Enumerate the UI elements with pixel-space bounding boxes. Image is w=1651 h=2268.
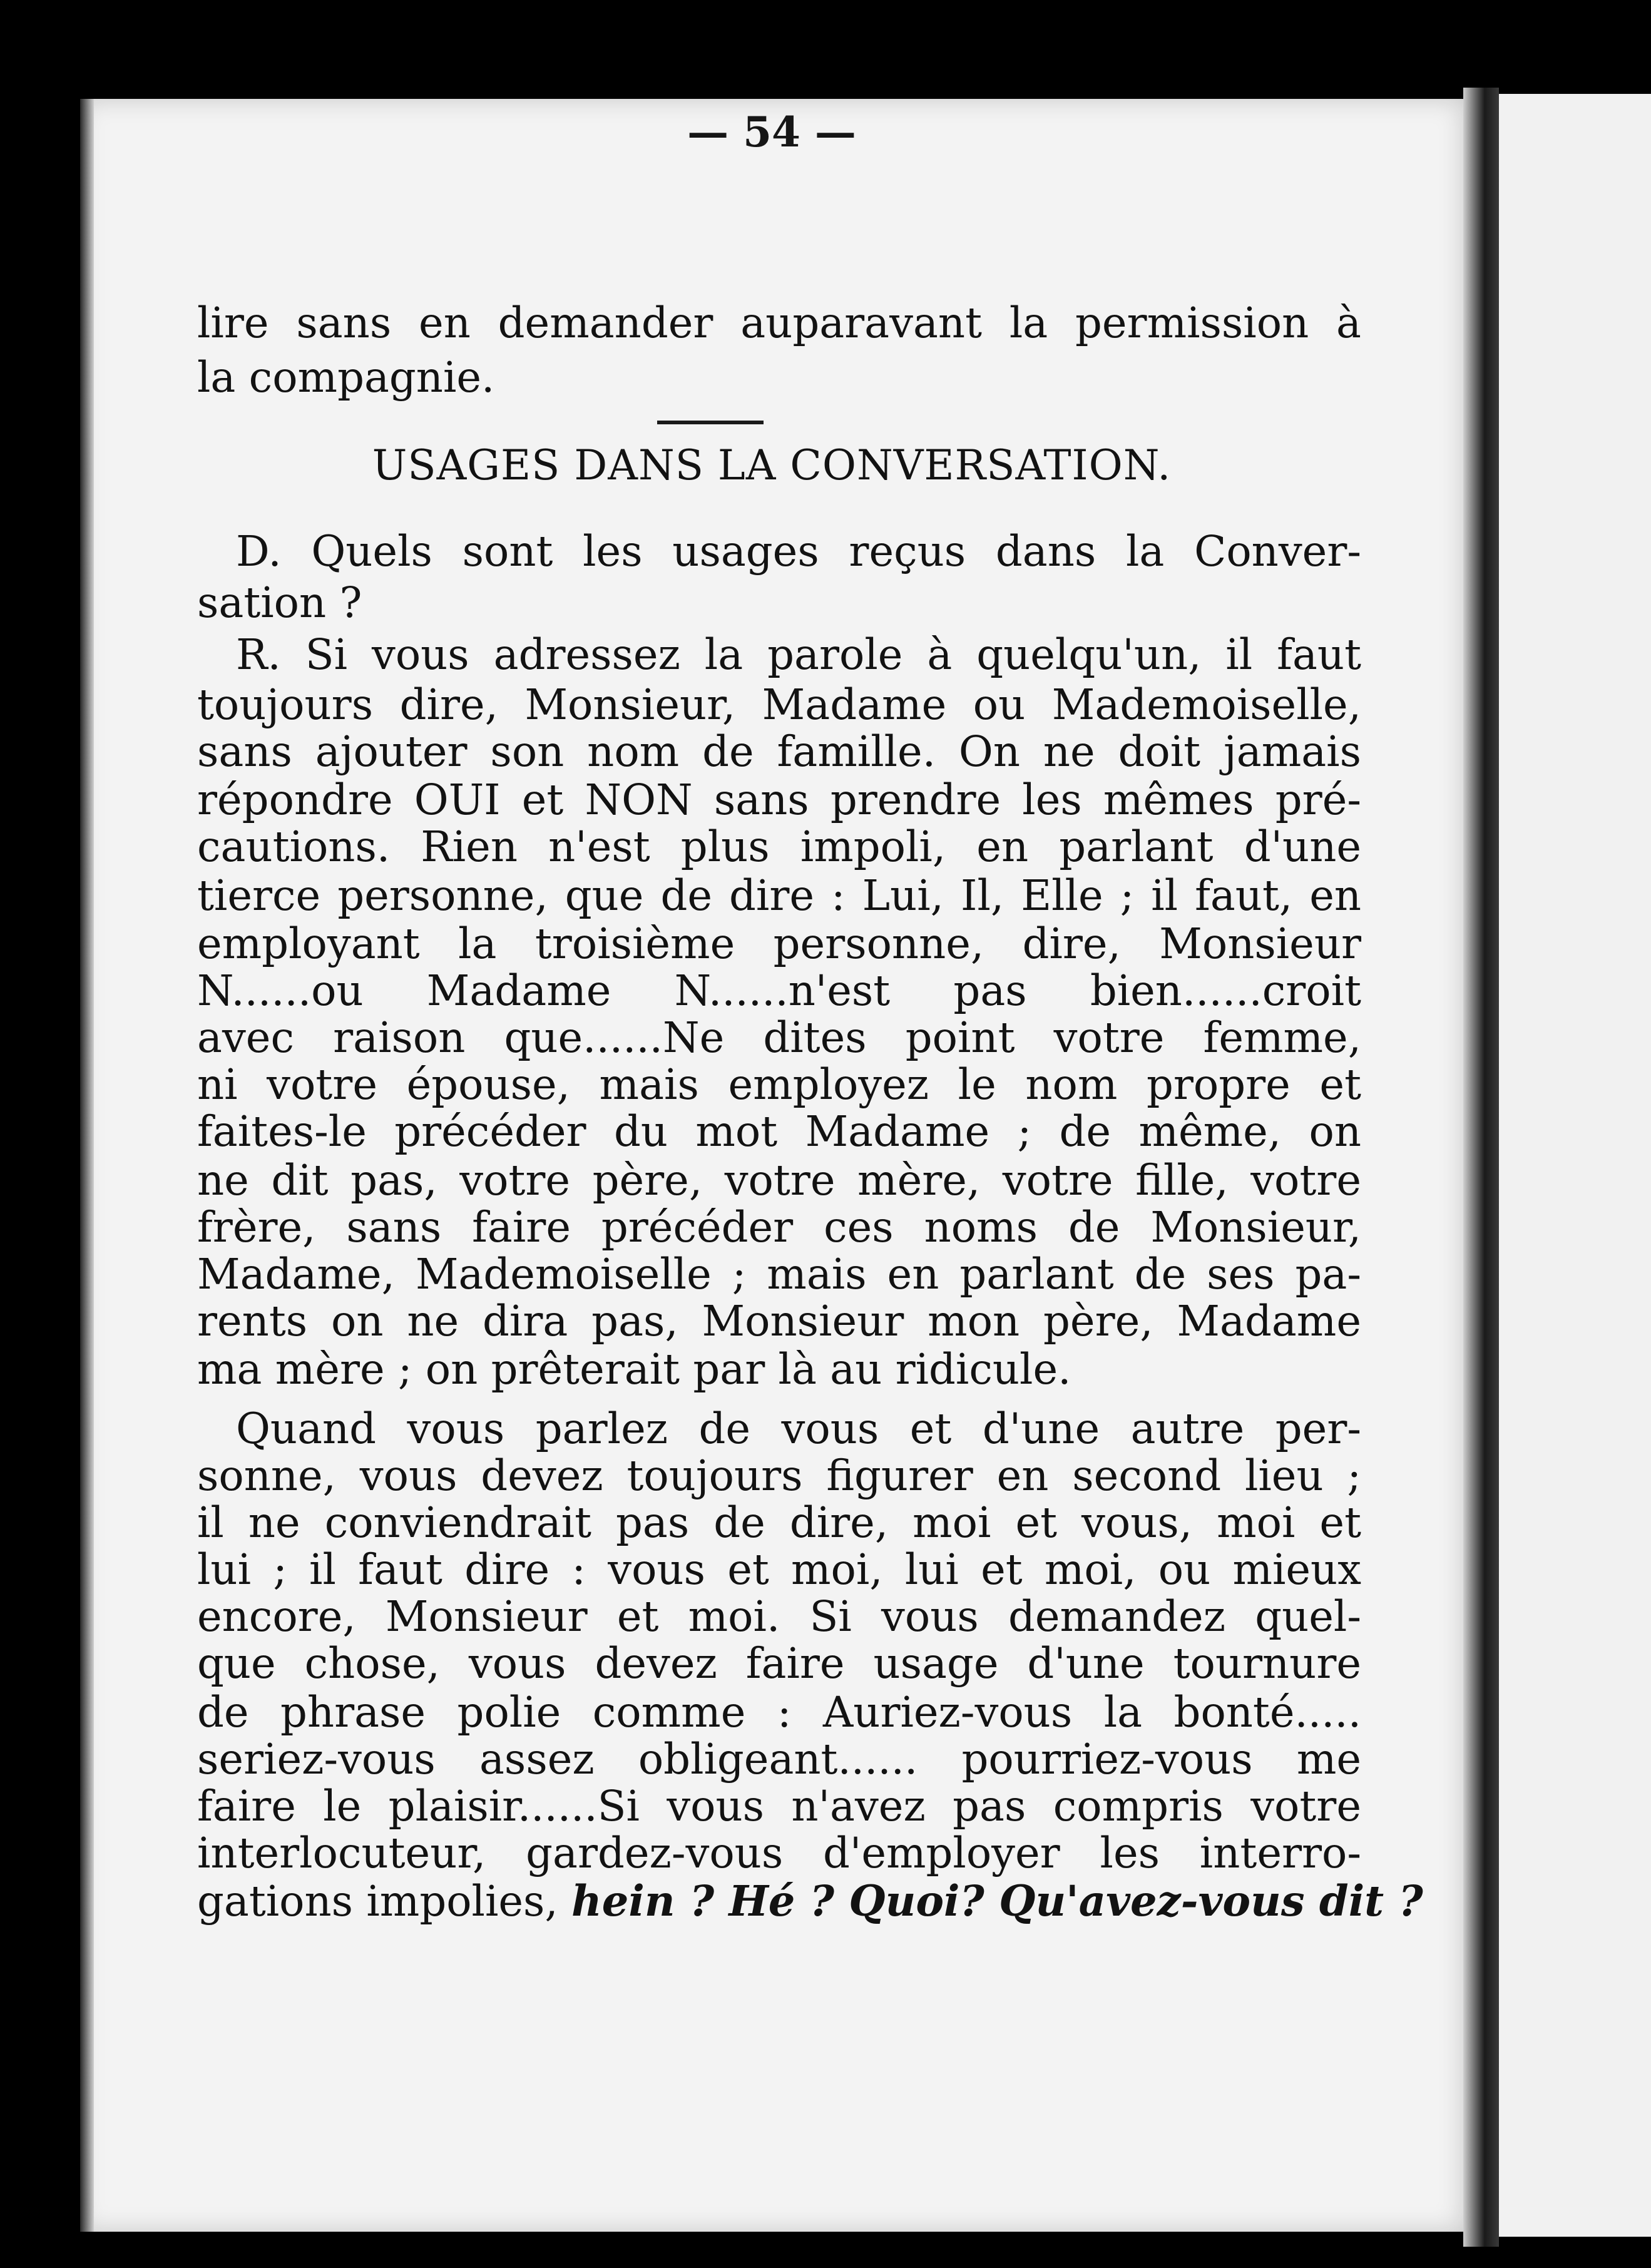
final-line-italic: hein ? Hé ? Quoi? Qu'avez-vous dit ? — [571, 1876, 1423, 1926]
text-line: N......ou Madame N......n'est pas bien......croit — [197, 966, 1361, 1015]
text-line: faire le plaisir......Si vous n'avez pas compris votre — [197, 1782, 1361, 1831]
section-title: USAGES DANS LA CONVERSATION. — [372, 441, 1172, 489]
text-line: rents on ne dira pas, Monsieur mon père, Madame — [197, 1297, 1361, 1346]
text-line: frère, sans faire précéder ces noms de Monsieur, — [197, 1203, 1361, 1252]
text-line: faites-le précéder du mot Madame ; de même, on — [197, 1107, 1361, 1156]
text-line: encore, Monsieur et moi. Si vous demandez quel- — [197, 1592, 1361, 1641]
text-line: ne dit pas, votre père, votre mère, votre fille, votre — [197, 1156, 1361, 1205]
final-line-text: gations impolies, — [197, 1877, 572, 1926]
text-line: ni votre épouse, mais employez le nom propre et — [197, 1060, 1361, 1109]
page-number: — 54 — — [687, 108, 856, 156]
text-line: toujours dire, Monsieur, Madame ou Mademoiselle, — [197, 680, 1361, 729]
text-line: répondre OUI et NON sans prendre les mêmes pré- — [197, 775, 1361, 824]
text-line: seriez-vous assez obligeant...... pourriez-vous me — [197, 1735, 1361, 1784]
text-line: il ne conviendrait pas de dire, moi et vous, moi et — [197, 1498, 1361, 1547]
text-line: sonne, vous devez toujours figurer en second lieu ; — [197, 1451, 1361, 1500]
text-line-final — [197, 1876, 1423, 1926]
text-line: Quand vous parlez de vous et d'une autre per- — [236, 1404, 1361, 1453]
text-line: sans ajouter son nom de famille. On ne doit jamais — [197, 727, 1361, 776]
text-line: employant la troisième personne, dire, Monsieur — [197, 919, 1361, 968]
text-line: de phrase polie comme : Auriez-vous la bonté..... — [197, 1688, 1361, 1737]
section-rule — [657, 421, 764, 424]
book-gutter — [1463, 88, 1499, 2247]
text-line: sation ? — [197, 578, 362, 627]
text-line: que chose, vous devez faire usage d'une tournure — [197, 1639, 1361, 1688]
text-line: R. Si vous adressez la parole à quelqu'un, il faut — [236, 630, 1361, 679]
text-line: la compagnie. — [197, 353, 495, 402]
text-line: cautions. Rien n'est plus impoli, en parlant d'une — [197, 822, 1361, 871]
text-line: avec raison que......Ne dites point votre femme, — [197, 1013, 1361, 1062]
text-line: Madame, Mademoiselle ; mais en parlant de ses pa- — [197, 1250, 1361, 1299]
text-line: ma mère ; on prêterait par là au ridicule. — [197, 1345, 1071, 1394]
text-line: interlocuteur, gardez-vous d'employer les interro- — [197, 1829, 1361, 1877]
text-line: lire sans en demander auparavant la permission à — [197, 299, 1361, 347]
page-edge — [80, 99, 94, 2232]
text-line: D. Quels sont les usages reçus dans la Conver- — [236, 527, 1361, 576]
text-line: tierce personne, que de dire : Lui, Il, Elle ; il faut, en — [197, 871, 1361, 920]
next-page — [1499, 94, 1651, 2237]
text-line: lui ; il faut dire : vous et moi, lui et moi, ou mieux — [197, 1545, 1361, 1594]
